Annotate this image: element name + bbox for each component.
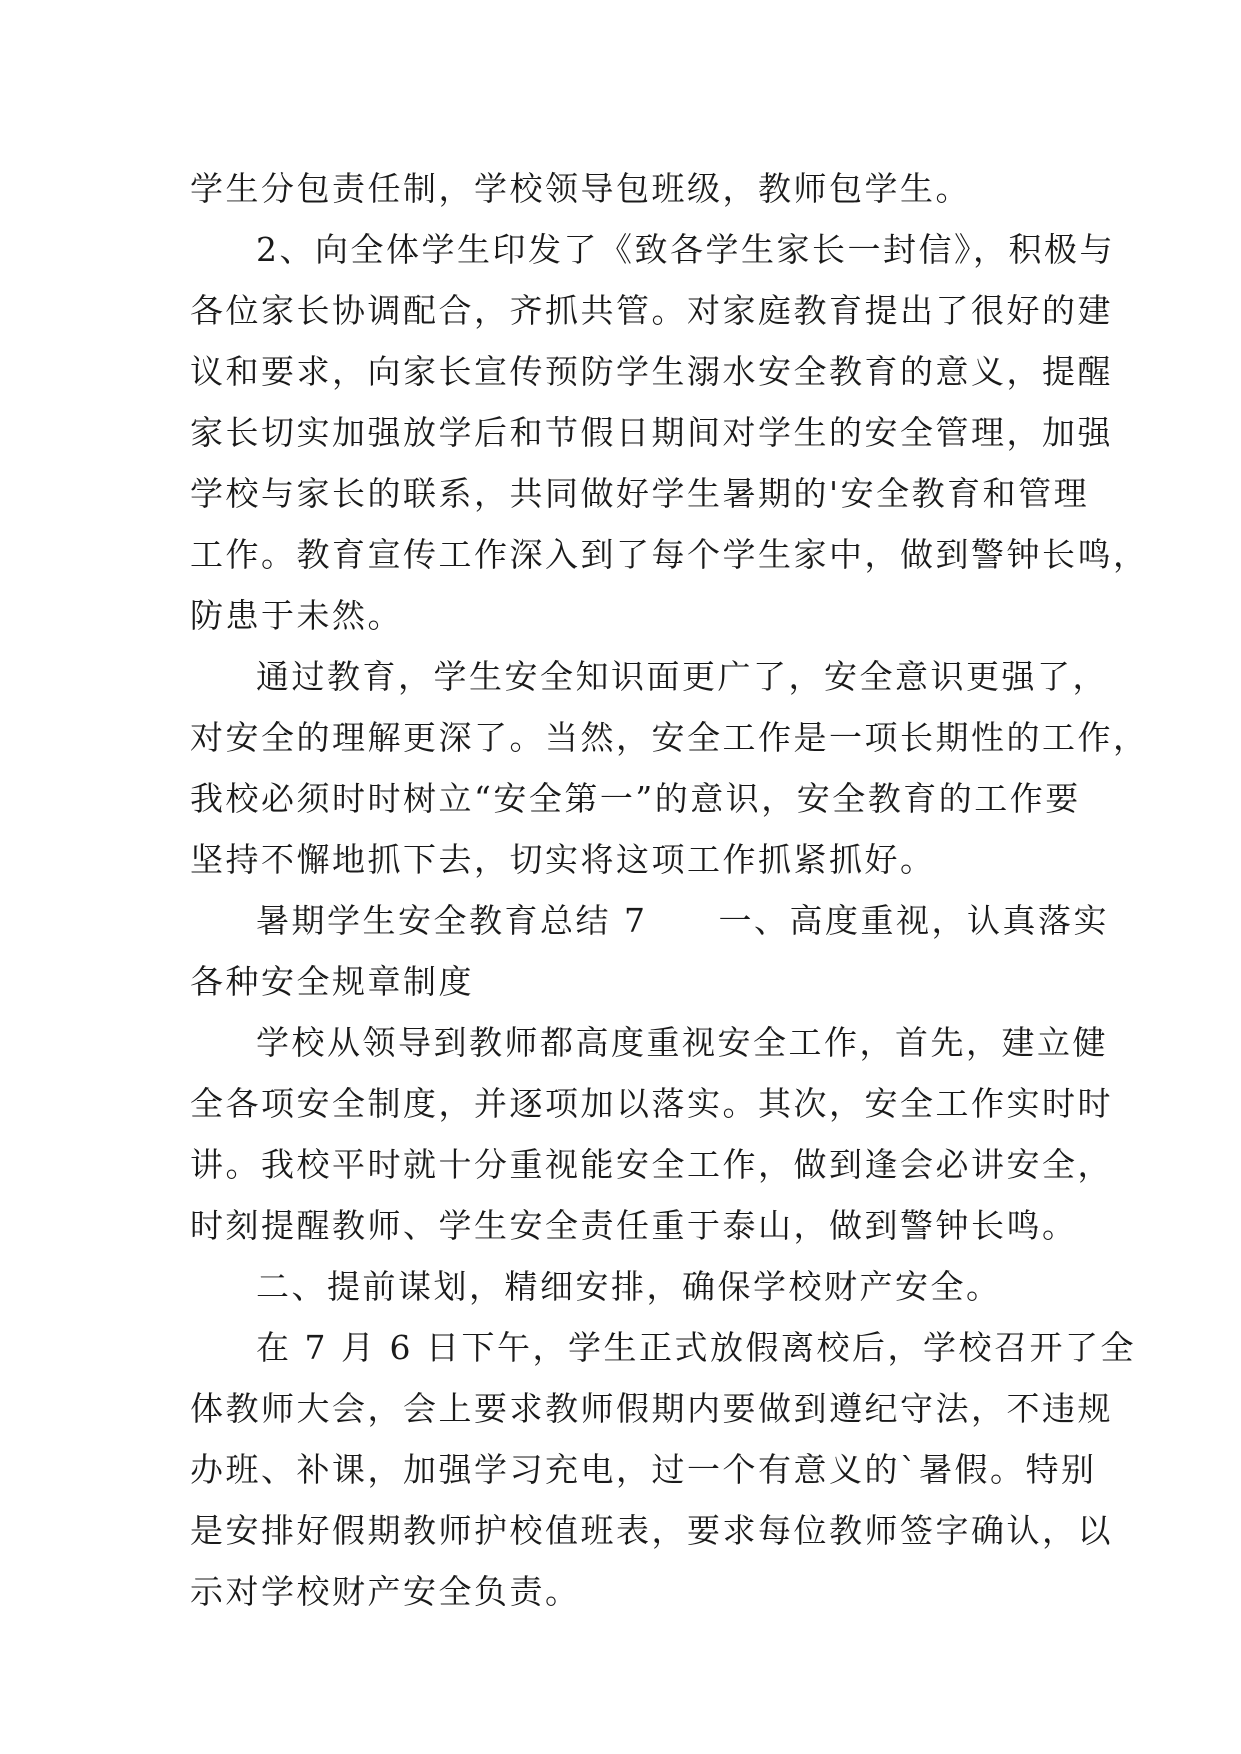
text-line: 通过教育，学生安全知识面更广了，安全意识更强了，	[256, 657, 1108, 696]
text-line: 学校与家长的联系，共同做好学生暑期的'安全教育和管理	[190, 474, 1090, 513]
text-line: 学生分包责任制，学校领导包班级，教师包学生。	[190, 169, 971, 208]
subheading-line: 二、提前谋划，精细安排，确保学校财产安全。	[256, 1267, 1002, 1306]
text-line: 工作。教育宣传工作深入到了每个学生家中，做到警钟长鸣，	[190, 535, 1149, 574]
text-line: 议和要求，向家长宣传预防学生溺水安全教育的意义，提醒	[190, 352, 1113, 391]
text-line: 学校从领导到教师都高度重视安全工作，首先，建立健	[256, 1023, 1108, 1062]
section-heading-line: 各种安全规章制度	[190, 962, 474, 1001]
text-line: 在 7 月 6 日下午，学生正式放假离校后，学校召开了全	[256, 1328, 1136, 1367]
text-line: 坚持不懈地抓下去，切实将这项工作抓紧抓好。	[190, 840, 936, 879]
text-line: 我校必须时时树立“安全第一”的意识，安全教育的工作要	[190, 779, 1081, 818]
text-line: 体教师大会，会上要求教师假期内要做到遵纪守法，不违规	[190, 1389, 1113, 1428]
text-line: 示对学校财产安全负责。	[190, 1572, 581, 1611]
text-line: 2、向全体学生印发了《致各学生家长一封信》，积极与	[256, 230, 1115, 269]
document-body	[190, 158, 1149, 1622]
text-line: 家长切实加强放学后和节假日期间对学生的安全管理，加强	[190, 413, 1113, 452]
text-line: 办班、补课，加强学习充电，过一个有意义的`暑假。特别	[190, 1450, 1097, 1489]
text-line: 防患于未然。	[190, 596, 403, 635]
text-line: 对安全的理解更深了。当然，安全工作是一项长期性的工作，	[190, 718, 1149, 757]
text-line: 讲。我校平时就十分重视能安全工作，做到逢会必讲安全，	[190, 1145, 1113, 1184]
text-line: 全各项安全制度，并逐项加以落实。其次，安全工作实时时	[190, 1084, 1113, 1123]
section-heading-line: 暑期学生安全教育总结 7 一、高度重视，认真落实	[256, 901, 1109, 940]
text-line: 时刻提醒教师、学生安全责任重于泰山，做到警钟长鸣。	[190, 1206, 1078, 1245]
text-line: 各位家长协调配合，齐抓共管。对家庭教育提出了很好的建	[190, 291, 1113, 330]
text-line: 是安排好假期教师护校值班表，要求每位教师签字确认，以	[190, 1511, 1113, 1550]
